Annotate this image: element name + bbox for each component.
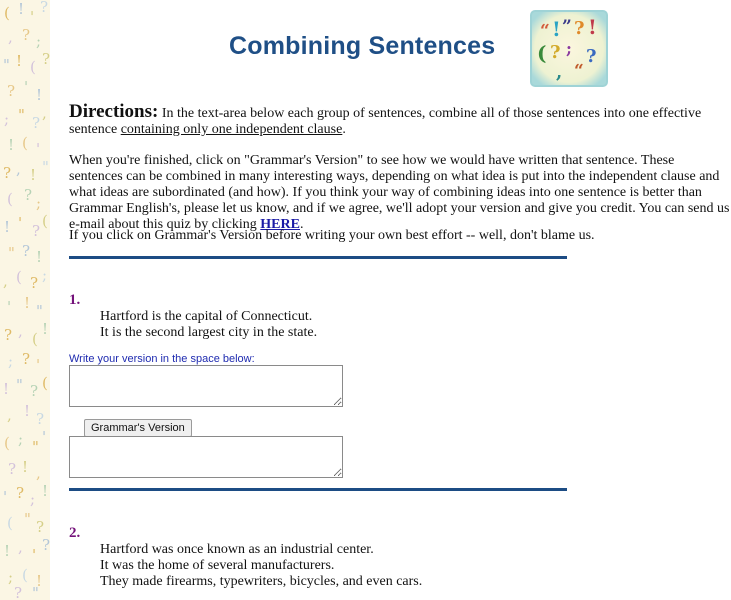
svg-text:!: ! <box>36 86 43 104</box>
logo-glyph: “ <box>574 61 584 81</box>
directions-text: In the text-area below each group of sentences, combine all of those sentences into one effective sentence <box>69 106 702 137</box>
svg-text:?: ? <box>42 50 50 68</box>
svg-text:,: , <box>18 538 23 556</box>
svg-text:(: ( <box>4 4 10 22</box>
svg-text:;: ; <box>42 266 48 284</box>
svg-text:,: , <box>16 160 21 178</box>
question-1-prompt: Write your version in the space below: <box>69 353 255 365</box>
svg-text:?: ? <box>36 518 45 536</box>
page-title: Combining Sentences <box>229 32 496 60</box>
question-1-answer-input[interactable] <box>69 365 343 407</box>
svg-text:,: , <box>42 104 47 122</box>
svg-text:?: ? <box>40 0 49 16</box>
svg-text:": " <box>8 244 15 262</box>
svg-text:;: ; <box>8 568 14 586</box>
svg-text:!: ! <box>42 320 49 338</box>
svg-text:;: ; <box>4 110 10 128</box>
svg-text:(: ( <box>7 190 13 208</box>
svg-text:(: ( <box>22 566 28 584</box>
punctuation-logo-icon <box>530 10 608 87</box>
svg-text:": " <box>24 510 31 528</box>
sentence-line: They made firearms, typewriters, bicycles, and even cars. <box>100 574 423 589</box>
sentence-line: It was the home of several manufacturers. <box>100 558 335 573</box>
svg-text:?: ? <box>32 114 41 132</box>
logo-glyph: , <box>556 62 563 83</box>
punctuation-pattern-icon <box>0 0 50 600</box>
svg-text:?: ? <box>8 460 17 478</box>
directions-heading: Directions: <box>69 101 159 122</box>
svg-text:,: , <box>7 406 12 424</box>
svg-text:(: ( <box>30 58 36 76</box>
logo-glyph: ? <box>586 46 597 67</box>
svg-text:!: ! <box>8 136 15 154</box>
section-divider <box>69 488 567 491</box>
svg-text:,: , <box>18 322 23 340</box>
email-here-link[interactable]: HERE <box>260 217 300 232</box>
decorative-punctuation-strip <box>0 0 50 600</box>
svg-text:?: ? <box>24 186 33 204</box>
logo-glyph: ! <box>552 17 561 41</box>
instructions-period: . <box>299 217 304 232</box>
question-2-number: 2. <box>69 525 81 541</box>
svg-text:?: ? <box>30 274 39 292</box>
svg-text:;: ; <box>36 194 42 212</box>
svg-text:!: ! <box>36 248 43 266</box>
svg-text:?: ? <box>36 410 45 428</box>
svg-text:(: ( <box>32 330 38 348</box>
sentence-line: It is the second largest city in the state. <box>100 325 318 340</box>
svg-text:?: ? <box>32 222 41 240</box>
sentence-line: Hartford is the capital of Connecticut. <box>100 309 313 324</box>
svg-text:;: ; <box>36 32 42 50</box>
svg-text:?: ? <box>42 536 50 554</box>
svg-text:": " <box>16 376 23 394</box>
svg-text:!: ! <box>4 218 11 236</box>
directions-emphasis: containing only one independent clause <box>120 122 343 137</box>
svg-text:!: ! <box>42 482 49 500</box>
svg-text:?: ? <box>14 584 23 600</box>
svg-text:": " <box>3 56 10 74</box>
svg-text:': ' <box>36 140 41 158</box>
svg-text:;: ; <box>30 490 36 508</box>
svg-text:': ' <box>7 298 12 316</box>
instructions-paragraph <box>69 153 731 233</box>
svg-text:(: ( <box>4 434 10 452</box>
svg-text:': ' <box>18 214 23 232</box>
svg-text:': ' <box>32 546 37 564</box>
svg-text:;: ; <box>8 352 14 370</box>
logo-glyph: ? <box>574 18 585 39</box>
svg-text:(: ( <box>22 134 28 152</box>
svg-text:,: , <box>8 28 13 46</box>
logo-glyph: ? <box>550 42 561 63</box>
section-divider <box>69 256 567 259</box>
question-1-sentences <box>100 309 317 341</box>
svg-text:': ' <box>3 488 8 506</box>
question-1-number: 1. <box>69 292 81 308</box>
question-2-sentences <box>100 542 422 590</box>
svg-text:,: , <box>3 272 8 290</box>
svg-text:(: ( <box>42 212 48 230</box>
logo-glyph: ; <box>566 39 572 58</box>
svg-text:!: ! <box>30 166 37 184</box>
svg-text:,: , <box>36 464 41 482</box>
svg-text:?: ? <box>7 82 16 100</box>
svg-text:": " <box>36 302 43 320</box>
svg-text:?: ? <box>22 26 31 44</box>
svg-text:!: ! <box>22 458 29 476</box>
directions-paragraph <box>69 101 709 138</box>
svg-text:": " <box>42 158 49 176</box>
svg-text:': ' <box>30 8 35 26</box>
question-1-grammar-version-output[interactable] <box>69 436 343 478</box>
svg-text:?: ? <box>3 164 12 182</box>
svg-text:': ' <box>24 78 29 96</box>
logo-glyph: ” <box>562 17 572 37</box>
svg-text:': ' <box>42 428 47 446</box>
directions-period: . <box>342 122 346 137</box>
svg-text:!: ! <box>36 572 43 590</box>
sentence-line: Hartford was once known as an industrial center. <box>100 542 374 557</box>
instructions-text: When you're finished, click on "Grammar's Version" to see how we would have written that sentence. These sentences can be combined in many interesting ways, depending on what idea is put into the independent clause and what ideas are subordinated (and how). If you think your way of combining ideas into one sentence is better than Grammar English's, please let us know, and if we agree, we'll adopt your version and give you credit. You can send us e-mail about this quiz by clicking <box>69 153 730 232</box>
svg-text:(: ( <box>16 268 22 286</box>
svg-text:(: ( <box>42 374 48 392</box>
svg-text:": " <box>32 438 39 456</box>
logo-glyph: ! <box>588 15 597 39</box>
svg-text:?: ? <box>4 326 13 344</box>
svg-text:?: ? <box>16 484 25 502</box>
svg-text:!: ! <box>24 402 31 420</box>
svg-text:!: ! <box>24 294 31 312</box>
svg-text:": " <box>32 584 39 600</box>
svg-text:;: ; <box>18 430 24 448</box>
svg-text:': ' <box>36 356 41 374</box>
logo-glyph: “ <box>540 21 550 41</box>
svg-text:?: ? <box>22 242 31 260</box>
warning-paragraph: If you click on Grammar's Version before writing your own best effort -- well, don't blame us. <box>69 228 595 243</box>
svg-text:": " <box>18 106 25 124</box>
svg-text:!: ! <box>3 380 10 398</box>
svg-text:?: ? <box>30 382 39 400</box>
svg-text:(: ( <box>7 514 13 532</box>
svg-text:!: ! <box>4 542 11 560</box>
svg-text:!: ! <box>18 0 25 18</box>
logo-glyph: ( <box>537 41 547 65</box>
grammars-version-button[interactable]: Grammar's Version <box>84 419 192 437</box>
svg-text:?: ? <box>22 350 31 368</box>
svg-text:!: ! <box>16 52 23 70</box>
